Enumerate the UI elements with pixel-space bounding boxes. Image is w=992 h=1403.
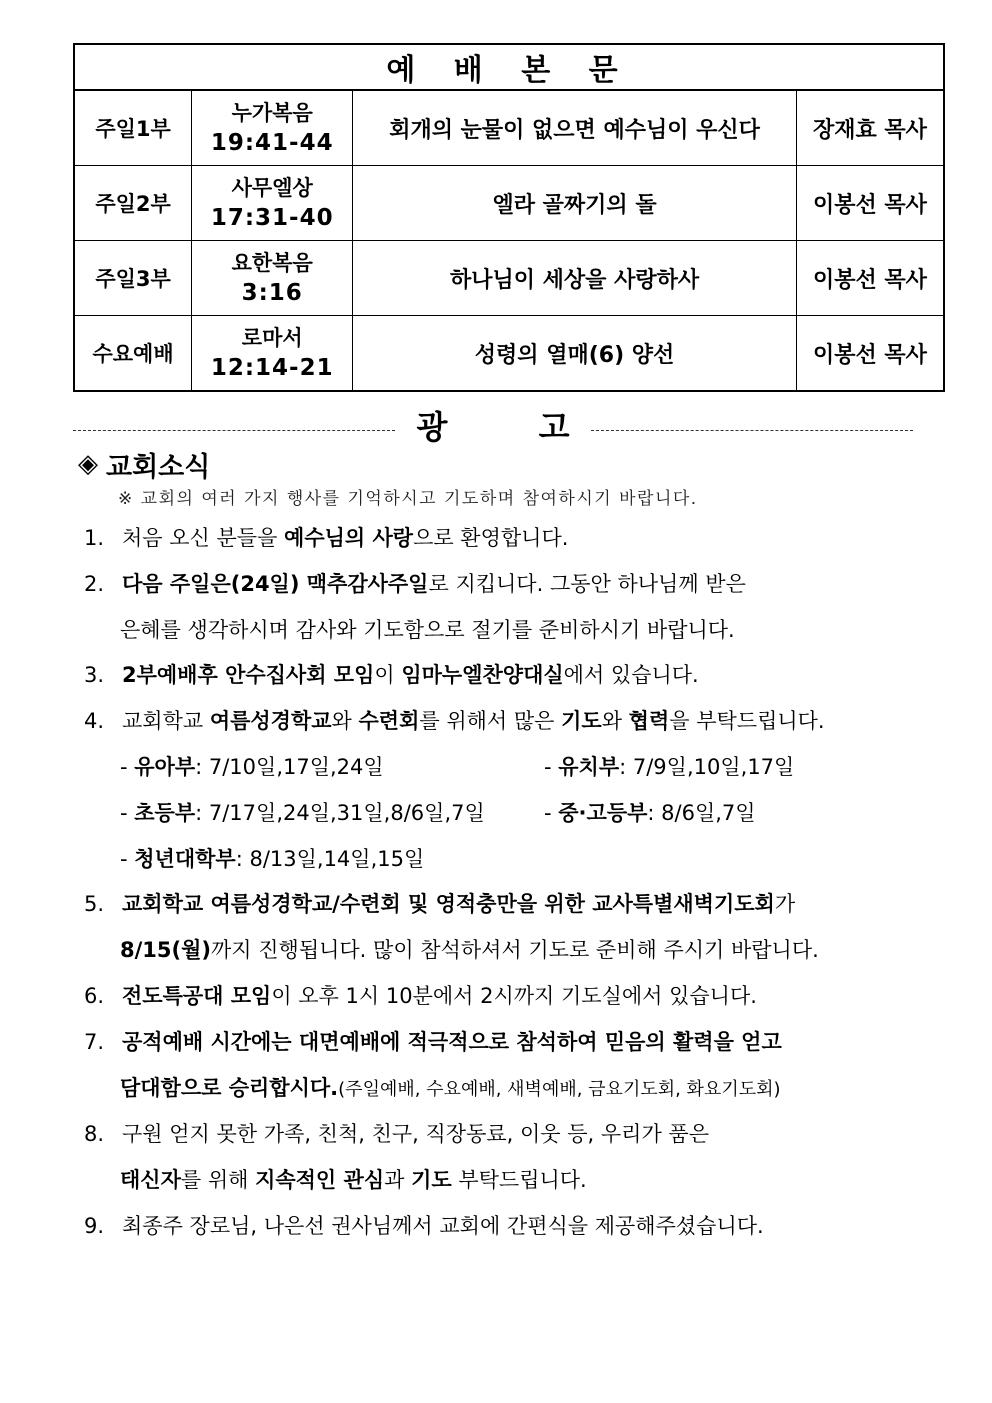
notice-7 bbox=[84, 1020, 874, 1066]
announcements-title: 광 고 bbox=[416, 408, 610, 446]
notice-text: (주일예배, 수요예배, 새벽예배, 금요기도회, 화요기도회) bbox=[338, 1078, 781, 1100]
notice-text: 까지 진행됩니다. 많이 참석하셔서 기도로 준비해 주시기 바랍니다. bbox=[211, 938, 819, 963]
notice-text: 로 지킵니다. 그동안 하나님께 받은 bbox=[428, 571, 746, 596]
section-title bbox=[78, 445, 210, 483]
sermon-table-title: 예 배 본 문 bbox=[74, 44, 944, 90]
notice-text: 를 위해서 많은 bbox=[419, 709, 562, 734]
notice-text: 이 오후 1시 10분에서 2시까지 기도실에서 있습니다. bbox=[271, 983, 757, 1008]
notice-5-cont bbox=[84, 928, 874, 974]
notice-8-cont bbox=[84, 1158, 874, 1204]
notice-text: 으로 환영합니다. bbox=[413, 526, 569, 550]
notice-emphasis: 기도 bbox=[561, 709, 602, 734]
divider bbox=[73, 430, 395, 431]
dept-label: 중·고등부 bbox=[558, 800, 648, 825]
schedule-row bbox=[84, 837, 874, 883]
preacher: 이봉선 목사 bbox=[796, 241, 944, 316]
notice-7-cont bbox=[84, 1066, 874, 1113]
scripture bbox=[192, 166, 353, 241]
notice-number: 4. bbox=[84, 709, 105, 734]
schedule-item: - 중·고등부: 8/6일,7일 bbox=[544, 800, 756, 825]
preacher: 장재효 목사 bbox=[796, 90, 944, 166]
notice-text: 와 bbox=[601, 709, 629, 734]
notice-emphasis: 여름성경학교 bbox=[209, 709, 332, 734]
scripture bbox=[192, 90, 353, 166]
notice-list bbox=[84, 516, 874, 1250]
dept-label: 초등부 bbox=[134, 800, 196, 825]
notice-emphasis: 담대함으로 승리합시다. bbox=[120, 1075, 339, 1100]
notice-number: 9. bbox=[84, 1213, 105, 1238]
scripture-book: 로마서 bbox=[241, 326, 303, 350]
service-name: 수요예배 bbox=[74, 316, 192, 392]
notice-2 bbox=[84, 562, 874, 608]
intro-note: ※ 교회의 여러 가지 행사를 기억하시고 기도하며 참여하시기 바랍니다. bbox=[118, 489, 698, 509]
dept-label: 청년대학부 bbox=[134, 846, 236, 871]
sermon-title: 성령의 열매(6) 양선 bbox=[353, 316, 797, 392]
scripture-book: 사무엘상 bbox=[231, 176, 313, 200]
schedule-row bbox=[84, 791, 874, 837]
dept-dates: : 7/9일,10일,17일 bbox=[619, 754, 795, 779]
notice-number: 5. bbox=[84, 892, 105, 917]
scripture-verse: 12:14-21 bbox=[210, 355, 334, 381]
service-name: 주일3부 bbox=[74, 241, 192, 316]
dept-dates: : 8/13일,14일,15일 bbox=[235, 846, 425, 871]
schedule-item: - 유치부: 7/9일,10일,17일 bbox=[544, 754, 795, 779]
scripture-verse: 19:41-44 bbox=[210, 130, 334, 156]
notice-emphasis: 협력 bbox=[628, 709, 670, 734]
divider bbox=[591, 430, 913, 431]
notice-text: 와 bbox=[331, 709, 359, 734]
notice-emphasis: 교회학교 여름성경학교/수련회 및 영적충만을 위한 교사특별새벽기도회 bbox=[122, 892, 775, 917]
scripture-book: 요한복음 bbox=[231, 251, 313, 275]
notice-emphasis: 공적예배 시간에는 대면예배에 적극적으로 참석하여 믿음의 활력을 얻고 bbox=[122, 1029, 782, 1054]
scripture bbox=[192, 316, 353, 392]
notice-number: 7. bbox=[84, 1029, 105, 1054]
preacher: 이봉선 목사 bbox=[796, 166, 944, 241]
notice-text: 가 bbox=[774, 892, 796, 917]
notice-text: 처음 오신 분들을 bbox=[122, 526, 285, 550]
scripture-book: 누가복음 bbox=[231, 101, 313, 125]
notice-number: 2. bbox=[84, 571, 105, 596]
table-row bbox=[74, 241, 944, 316]
notice-text: 를 위해 bbox=[180, 1168, 256, 1193]
notice-text: 부탁드립니다. bbox=[451, 1168, 587, 1193]
notice-text: 에서 있습니다. bbox=[563, 663, 699, 688]
table-row bbox=[74, 316, 944, 392]
notice-emphasis: 기도 bbox=[411, 1168, 452, 1193]
notice-2-cont: 은혜를 생각하시며 감사와 기도함으로 절기를 준비하시기 바랍니다. bbox=[120, 617, 735, 642]
notice-text: 을 부탁드립니다. bbox=[669, 709, 825, 734]
notice-text: 이 bbox=[374, 663, 402, 688]
notice-number: 6. bbox=[84, 983, 105, 1008]
service-name: 주일1부 bbox=[74, 90, 192, 166]
table-row bbox=[74, 90, 944, 166]
notice-emphasis: 전도특공대 모임 bbox=[122, 983, 272, 1008]
sermon-table bbox=[73, 43, 945, 392]
diamond-icon: ◈ bbox=[78, 449, 98, 479]
notice-5 bbox=[84, 882, 874, 928]
notice-emphasis: 지속적인 관심 bbox=[255, 1168, 385, 1193]
notice-number: 1. bbox=[84, 526, 105, 550]
service-name: 주일2부 bbox=[74, 166, 192, 241]
dept-dates: : 8/6일,7일 bbox=[647, 800, 756, 825]
notice-text: 최종주 장로님, 나은선 권사님께서 교회에 간편식을 제공해주셨습니다. bbox=[122, 1213, 764, 1238]
dept-label: 유치부 bbox=[558, 754, 620, 779]
notice-emphasis: 수련회 bbox=[358, 709, 420, 734]
notice-emphasis: 예수님의 사랑 bbox=[284, 526, 414, 550]
notice-emphasis: 임마누엘찬양대실 bbox=[401, 663, 564, 688]
schedule-row bbox=[84, 745, 874, 791]
notice-number: 8. bbox=[84, 1122, 105, 1147]
notice-text: 과 bbox=[384, 1168, 412, 1193]
notice-text: 구원 얻지 못한 가족, 친척, 친구, 직장동료, 이웃 등, 우리가 품은 bbox=[122, 1122, 709, 1147]
dept-dates: : 7/17일,24일,31일,8/6일,7일 bbox=[195, 800, 485, 825]
notice-emphasis: 8/15(월) bbox=[120, 938, 211, 963]
dept-dates: : 7/10일,17일,24일 bbox=[195, 754, 384, 779]
schedule-item: - 청년대학부: 8/13일,14일,15일 bbox=[120, 846, 425, 871]
notice-8 bbox=[84, 1112, 874, 1158]
schedule-item: - 초등부: 7/17일,24일,31일,8/6일,7일 bbox=[120, 800, 485, 825]
notice-emphasis: 다음 주일은(24일) 맥추감사주일 bbox=[122, 571, 429, 596]
section-title-text: 교회소식 bbox=[106, 451, 211, 483]
notice-9 bbox=[84, 1204, 874, 1250]
notice-emphasis: 2부예배후 안수집사회 모임 bbox=[122, 663, 375, 688]
notice-emphasis: 태신자 bbox=[120, 1168, 181, 1193]
sermon-title: 엘라 골짜기의 돌 bbox=[353, 166, 797, 241]
scripture-verse: 17:31-40 bbox=[210, 205, 334, 231]
dept-label: 유아부 bbox=[134, 754, 196, 779]
sermon-title: 하나님이 세상을 사랑하사 bbox=[353, 241, 797, 316]
sermon-title: 회개의 눈물이 없으면 예수님이 우신다 bbox=[353, 90, 797, 166]
notice-1 bbox=[84, 516, 874, 562]
notice-number: 3. bbox=[84, 663, 105, 688]
schedule-item: - 유아부: 7/10일,17일,24일 bbox=[120, 754, 384, 779]
notice-text: 교회학교 bbox=[122, 709, 210, 734]
notice-4 bbox=[84, 699, 874, 745]
scripture-verse: 3:16 bbox=[241, 280, 303, 306]
preacher: 이봉선 목사 bbox=[796, 316, 944, 392]
table-row bbox=[74, 166, 944, 241]
notice-3 bbox=[84, 653, 874, 699]
notice-6 bbox=[84, 974, 874, 1020]
announcements-header bbox=[73, 405, 913, 445]
scripture bbox=[192, 241, 353, 316]
